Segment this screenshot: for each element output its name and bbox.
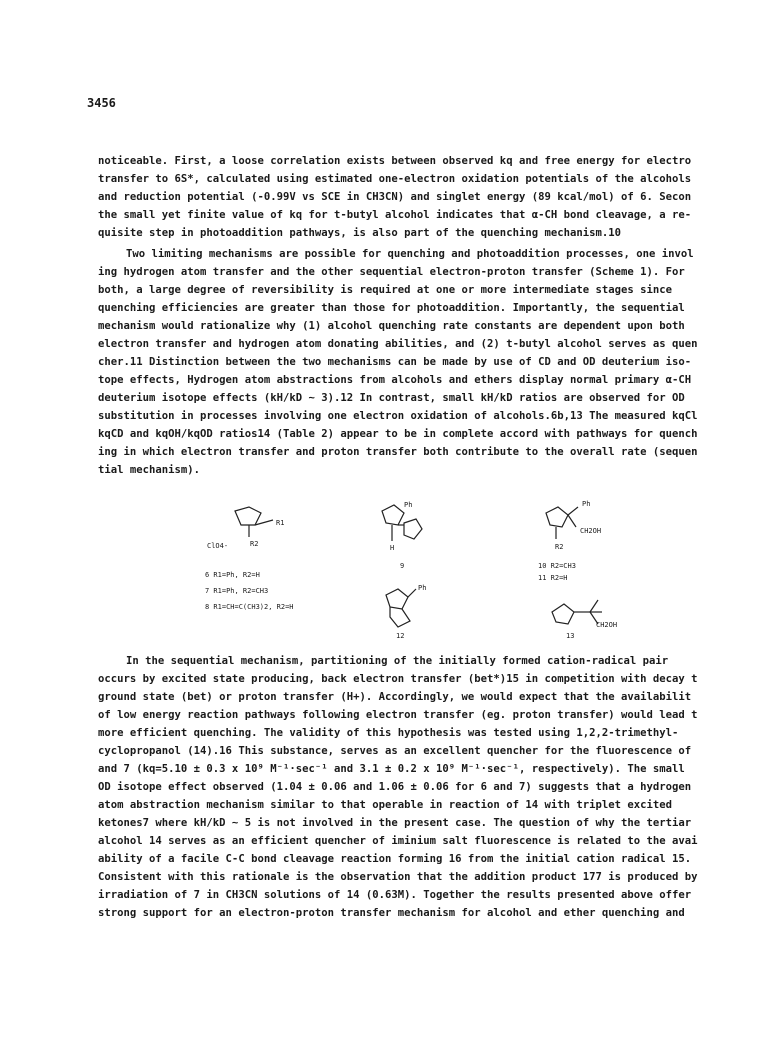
phenyl-label: Ph — [582, 500, 591, 508]
paragraph-1 — [98, 152, 708, 242]
text-line: cyclopropanol (14).16 This substance, serves as an excellent quencher for the fluorescence of — [98, 745, 692, 757]
text-line: ability of a facile C-C bond cleavage reaction forming 16 from the initial cation radical 15. — [98, 853, 692, 865]
text-line: cher.11 Distinction between the two mechanisms can be made by use of CD and OD deuterium iso- — [98, 356, 692, 368]
text-line: strong support for an electron-proton transfer mechanism for alcohol and ether quenching and — [98, 907, 685, 919]
text-line: occurs by excited state producing, back electron transfer (bet*)15 in competition with decay t — [98, 673, 698, 685]
page-number: 3456 — [87, 96, 116, 110]
text-line: the small yet finite value of kq for t-butyl alcohol indicates that α-CH bond cleavage, a re- — [98, 209, 692, 221]
phenyl-label: Ph — [404, 501, 413, 509]
amino-alcohol-structure-10-11 — [540, 503, 600, 548]
text-line: ing in which electron transfer and proton transfer both contribute to the overall rate (sequen — [98, 446, 698, 458]
paragraph-3 — [98, 652, 708, 922]
text-line: deuterium isotope effects (kH/kD ~ 3).12 In contrast, small kH/kD ratios are observed for OD — [98, 392, 685, 404]
compound-8-definition: 8 R1=CH=C(CH3)2, R2=H — [205, 603, 294, 611]
text-line: ground state (bet) or proton transfer (H+). Accordingly, we would expect that the availabilit — [98, 691, 692, 703]
text-line: Consistent with this rationale is the observation that the addition product 177 is produced by — [98, 871, 698, 883]
text-line: mechanism would rationalize why (1) alcohol quenching rate constants are dependent upon both — [98, 320, 685, 332]
text-line: In the sequential mechanism, partitioning of the initially formed cation-radical pair — [126, 655, 669, 667]
text-line: Two limiting mechanisms are possible for quenching and photoaddition processes, one invol — [126, 248, 694, 260]
compound-10-label: 10 R2=CH3 — [538, 562, 576, 570]
r2-label: R2 — [250, 540, 259, 548]
text-line: quenching efficiencies are greater than those for photoaddition. Importantly, the sequential — [98, 302, 685, 314]
phenyl-label: Ph — [418, 584, 427, 592]
perchlorate-label: ClO4- — [207, 542, 229, 550]
text-line: transfer to 6S*, calculated using estimated one-electron oxidation potentials of the alcohols — [98, 173, 692, 185]
r1-label: R1 — [276, 519, 285, 527]
compound-9-label: 9 — [400, 562, 405, 570]
text-line: substitution in processes involving one electron oxidation of alcohols.6b,13 The measured kqCl — [98, 410, 698, 422]
text-line: tope effects, Hydrogen atom abstractions from alcohols and ethers display normal primary α-CH — [98, 374, 692, 386]
paragraph-2 — [98, 245, 708, 479]
text-line: kqCD and kqOH/kqOD ratios14 (Table 2) appear to be in complete accord with pathways for quench — [98, 428, 698, 440]
text-line: alcohol 14 serves as an efficient quencher of iminium salt fluorescence is related to the avai — [98, 835, 698, 847]
text-line: OD isotope effect observed (1.04 ± 0.06 and 1.06 ± 0.06 for 6 and 7) suggests that a hydrogen — [98, 781, 692, 793]
compound-12-label: 12 — [396, 632, 405, 640]
text-line: of low energy reaction pathways following electron transfer (eg. proton transfer) would lead t — [98, 709, 698, 721]
hydroxymethyl-label: CH2OH — [580, 527, 602, 535]
compound-7-definition: 7 R1=Ph, R2=CH3 — [205, 587, 269, 595]
compound-13-label: 13 — [566, 632, 575, 640]
spiro-structure-9 — [376, 503, 436, 553]
compound-11-label: 11 R2=H — [538, 574, 568, 582]
compound-6-definition: 6 R1=Ph, R2=H — [205, 571, 260, 579]
text-line: noticeable. First, a loose correlation exists between observed kq and free energy for electro — [98, 155, 692, 167]
text-line: more efficient quenching. The validity of this hypothesis was tested using 1,2,2-trimethyl- — [98, 727, 679, 739]
text-line: atom abstraction mechanism similar to that operable in reaction of 14 with triplet excited — [98, 799, 673, 811]
text-line: irradiation of 7 in CH3CN solutions of 14 (0.63M). Together the results presented above offer — [98, 889, 692, 901]
text-line: ing hydrogen atom transfer and the other sequential electron-proton transfer (Scheme 1). For — [98, 266, 685, 278]
hydrogen-label: H — [390, 544, 395, 552]
text-line: quisite step in photoaddition pathways, is also part of the quenching mechanism.10 — [98, 227, 621, 239]
bicyclic-structure-12 — [380, 585, 440, 630]
text-line: tial mechanism). — [98, 464, 201, 476]
text-line: ketones7 where kH/kD ~ 5 is not involved in the present case. The question of why the tertiar — [98, 817, 692, 829]
text-line: and 7 (kq=5.10 ± 0.3 x 10⁹ M⁻¹·sec⁻¹ and 3.1 ± 0.2 x 10⁹ M⁻¹·sec⁻¹, respectively). The small — [98, 763, 685, 775]
text-line: and reduction potential (-0.99V vs SCE in CH3CN) and singlet energy (89 kcal/mol) of 6. Secon — [98, 191, 692, 203]
hydroxymethyl-label: CH2OH — [596, 621, 618, 629]
r2-label: R2 — [555, 543, 564, 551]
text-line: electron transfer and hydrogen atom donating abilities, and (2) t-butyl alcohol serves as quen — [98, 338, 698, 350]
text-line: both, a large degree of reversibility is required at one or more intermediate stages since — [98, 284, 673, 296]
